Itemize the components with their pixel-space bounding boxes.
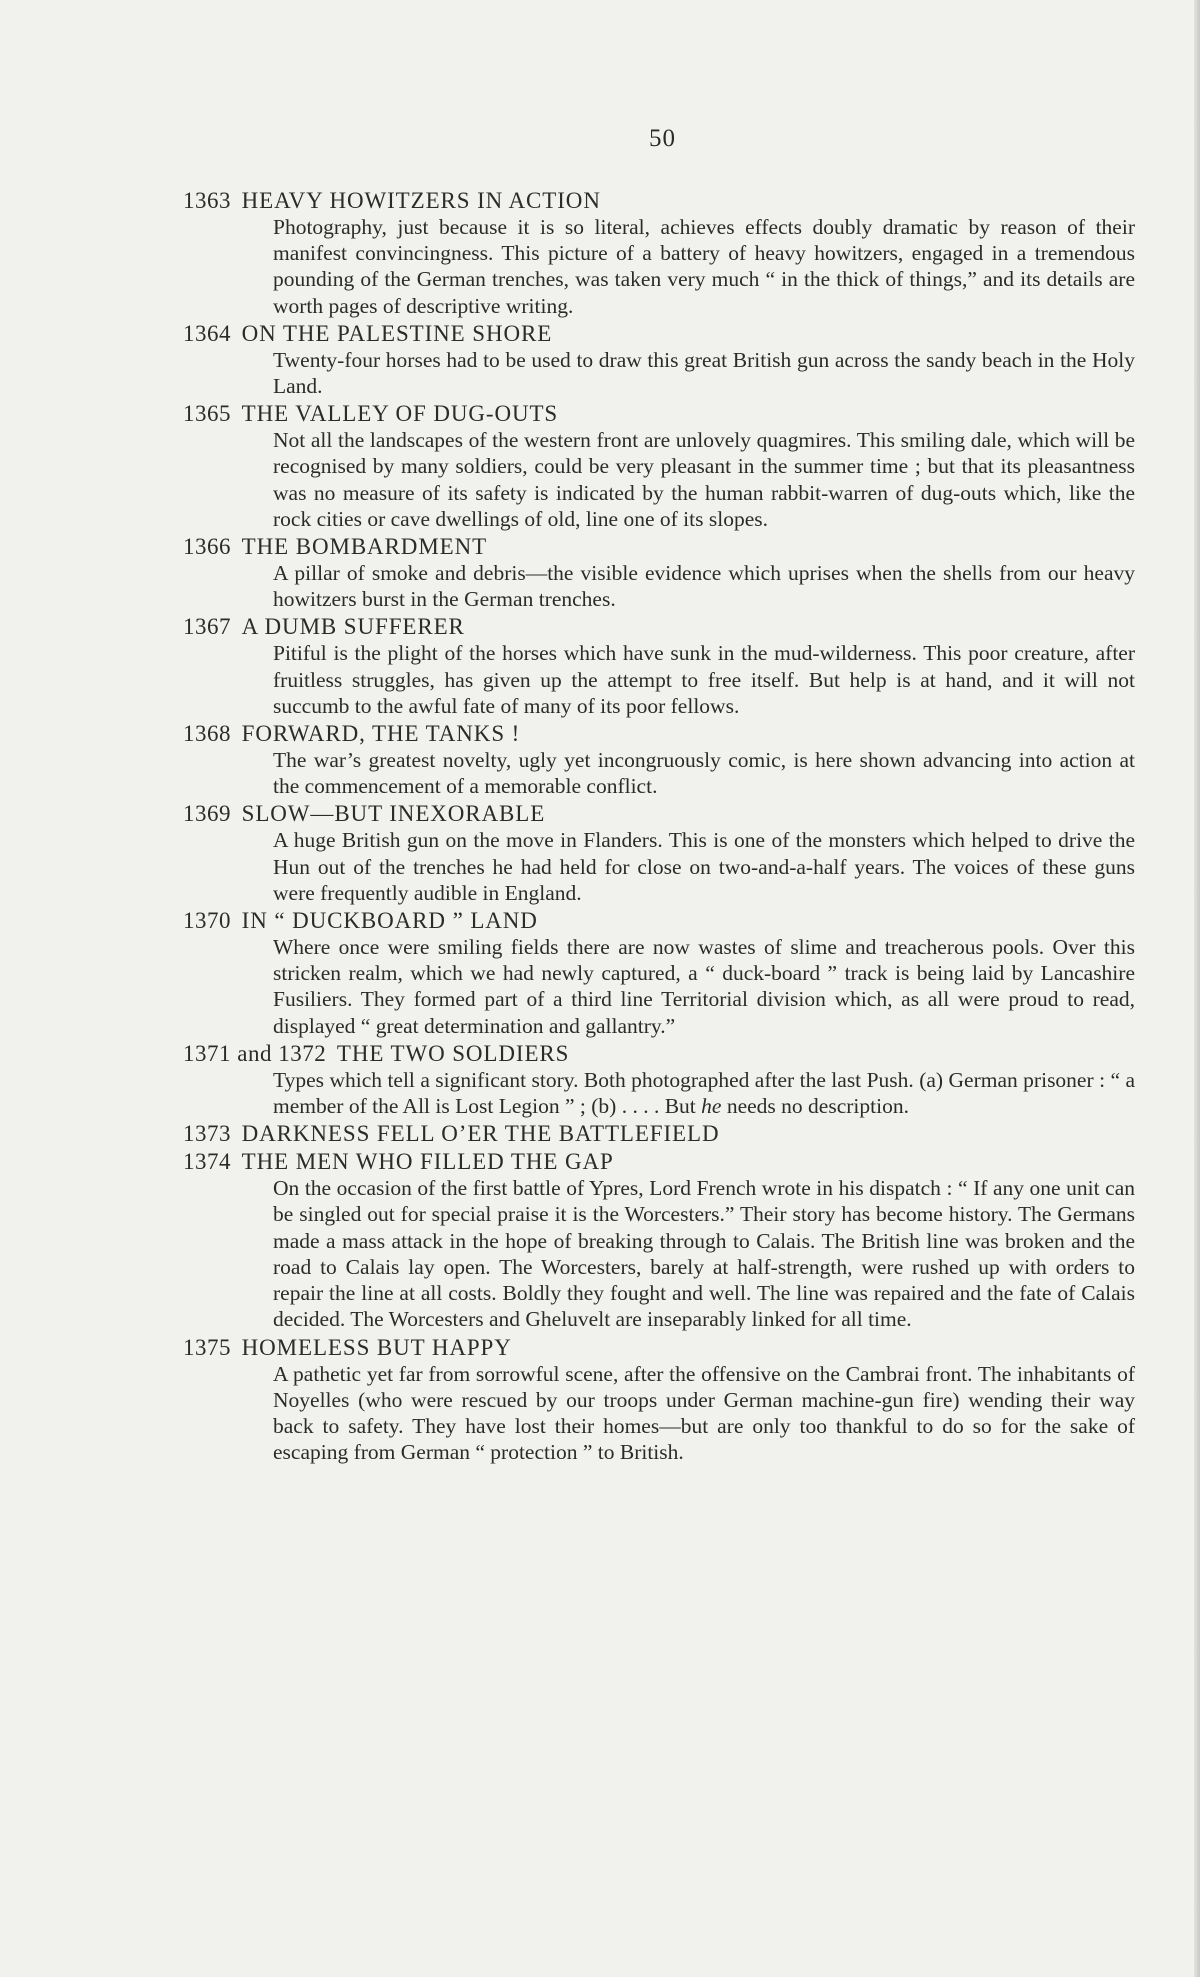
entry-number: 1367 bbox=[183, 614, 231, 640]
entry-title: HEAVY HOWITZERS IN ACTION bbox=[241, 188, 601, 213]
entry-number: 1373 bbox=[183, 1121, 231, 1147]
entry-heading bbox=[183, 321, 1135, 347]
entry-heading bbox=[183, 534, 1135, 560]
catalogue-entries bbox=[183, 188, 1135, 1465]
entry-title: SLOW—BUT INEXORABLE bbox=[241, 801, 546, 827]
catalogue-entry bbox=[183, 1041, 1135, 1119]
catalogue-entry bbox=[183, 614, 1135, 719]
entry-heading bbox=[183, 1149, 1135, 1175]
entry-heading bbox=[183, 908, 1135, 934]
entry-description: A huge British gun on the move in Flanders. This is one of the monsters which helped to drive the Hun out of the trenches he had held for close on two-and-a-half years. The voices of these guns were frequently audible in England. bbox=[273, 828, 1135, 905]
entry-description: On the occasion of the first battle of Ypres, Lord French wrote in his dispatch : “ If any one unit can be singled out for special praise it is the Worcesters.” Their story has become history. The Germans made a mass attack in the hope of breaking through to Calais. The British line was broken and the road to Calais lay open. The Worcesters, barely at half-strength, were rushed up with orders to repair the line at all costs. Boldly they fought and well. The line was repaired and the fate of Calais decided. The Worcesters and Gheluvelt are inseparably linked for all time. bbox=[273, 1176, 1135, 1332]
catalogue-entry bbox=[183, 401, 1135, 532]
catalogue-entry bbox=[183, 721, 1135, 799]
entry-description: Where once were smiling fields there are now wastes of slime and treacherous pools. Over this stricken realm, which we had newly captured, a “ duck-board ” track is being laid by Lancashire Fusiliers. They formed part of a third line Territorial division which, as all were proud to read, displayed “ great determination and gallantry.” bbox=[273, 935, 1135, 1038]
entry-description: A pillar of smoke and debris—the visible evidence which uprises when the shells from our heavy howitzers burst in the German trenches. bbox=[273, 561, 1135, 612]
entry-description-emphasis: he bbox=[701, 1094, 722, 1119]
entry-title: ON THE PALESTINE SHORE bbox=[241, 320, 553, 346]
catalogue-entry bbox=[183, 801, 1135, 906]
entry-title: THE TWO SOLDIERS bbox=[336, 1040, 570, 1066]
entry-number: 1363 bbox=[183, 188, 231, 213]
entry-heading bbox=[183, 614, 1135, 640]
entry-description-start: Types which tell a significant story. Both photographed after the last Push. (a) German prisoner : “ a member of the All is Lost Legion ” ; (b) . . . . But bbox=[273, 1067, 1135, 1119]
page-number: 50 bbox=[649, 125, 676, 152]
catalogue-entry bbox=[183, 1149, 1135, 1332]
entry-title: THE BOMBARDMENT bbox=[241, 534, 488, 560]
entry-heading bbox=[183, 1041, 1135, 1067]
entry-title: HOMELESS BUT HAPPY bbox=[241, 1334, 512, 1360]
entry-title: A DUMB SUFFERER bbox=[241, 614, 465, 640]
entry-title: THE MEN WHO FILLED THE GAP bbox=[241, 1149, 614, 1175]
entry-title: FORWARD, THE TANKS ! bbox=[241, 721, 521, 747]
catalogue-entry bbox=[183, 321, 1135, 399]
entry-description: The war’s greatest novelty, ugly yet incongruously comic, is here shown advancing into action at the commencement of a memorable conflict. bbox=[273, 748, 1135, 799]
entry-heading bbox=[183, 188, 1135, 214]
catalogue-entry bbox=[183, 1335, 1135, 1466]
catalogue-entry bbox=[183, 534, 1135, 612]
entry-description bbox=[273, 1067, 1135, 1119]
catalogue-entry bbox=[183, 1121, 1135, 1147]
entry-description: Photography, just because it is so literal, achieves effects doubly dramatic by reason of their manifest convincingness. This picture of a battery of heavy howitzers, engaged in a tremendous pounding of the German trenches, was taken very much “ in the thick of things,” and its details are worth pages of descriptive writing. bbox=[273, 215, 1135, 318]
entry-description: Not all the landscapes of the western front are unlovely quagmires. This smiling dale, which will be recognised by many soldiers, could be very pleasant in the summer time ; but that its pleasantness was no measure of its safety is indicated by the human rabbit-warren of dug-outs which, like the rock cities or cave dwellings of old, line one of its slopes. bbox=[273, 428, 1135, 531]
entry-number: 1375 bbox=[183, 1334, 231, 1360]
entry-heading bbox=[183, 401, 1135, 427]
entry-title: THE VALLEY OF DUG-OUTS bbox=[241, 401, 559, 427]
entry-description: Twenty-four horses had to be used to draw this great British gun across the sandy beach in the Holy Land. bbox=[273, 347, 1135, 399]
entry-number: 1374 bbox=[183, 1149, 231, 1175]
entry-title: DARKNESS FELL O’ER THE BATTLEFIELD bbox=[241, 1121, 720, 1147]
entry-number: 1371 and 1372 bbox=[183, 1040, 327, 1066]
entry-heading bbox=[183, 1335, 1135, 1361]
entry-number: 1366 bbox=[183, 534, 231, 560]
entry-description: A pathetic yet far from sorrowful scene, after the offensive on the Cambrai front. The inhabitants of Noyelles (who were rescued by our troops under German machine-gun fire) wending their way back to safety. They have lost their homes—but are only too thankful to do so for the sake of escaping from German “ protection ” to British. bbox=[273, 1361, 1135, 1465]
entry-heading bbox=[183, 1121, 1135, 1147]
entry-heading bbox=[183, 801, 1135, 827]
entry-number: 1368 bbox=[183, 721, 231, 747]
entry-description-end: needs no description. bbox=[721, 1094, 909, 1119]
entry-number: 1369 bbox=[183, 801, 231, 827]
page-edge-shadow bbox=[1194, 0, 1200, 1977]
entry-number: 1364 bbox=[183, 320, 231, 346]
entry-number: 1370 bbox=[183, 908, 231, 934]
entry-description: Pitiful is the plight of the horses which have sunk in the mud-wilderness. This poor creature, after fruitless struggles, has given up the attempt to free itself. But help is at hand, and it will not succumb to the awful fate of many of its poor fellows. bbox=[273, 641, 1135, 718]
entry-number: 1365 bbox=[183, 401, 231, 427]
entry-title: IN “ DUCKBOARD ” LAND bbox=[241, 908, 538, 934]
catalogue-entry bbox=[183, 908, 1135, 1039]
entry-heading bbox=[183, 721, 1135, 747]
catalogue-entry bbox=[183, 188, 1135, 319]
